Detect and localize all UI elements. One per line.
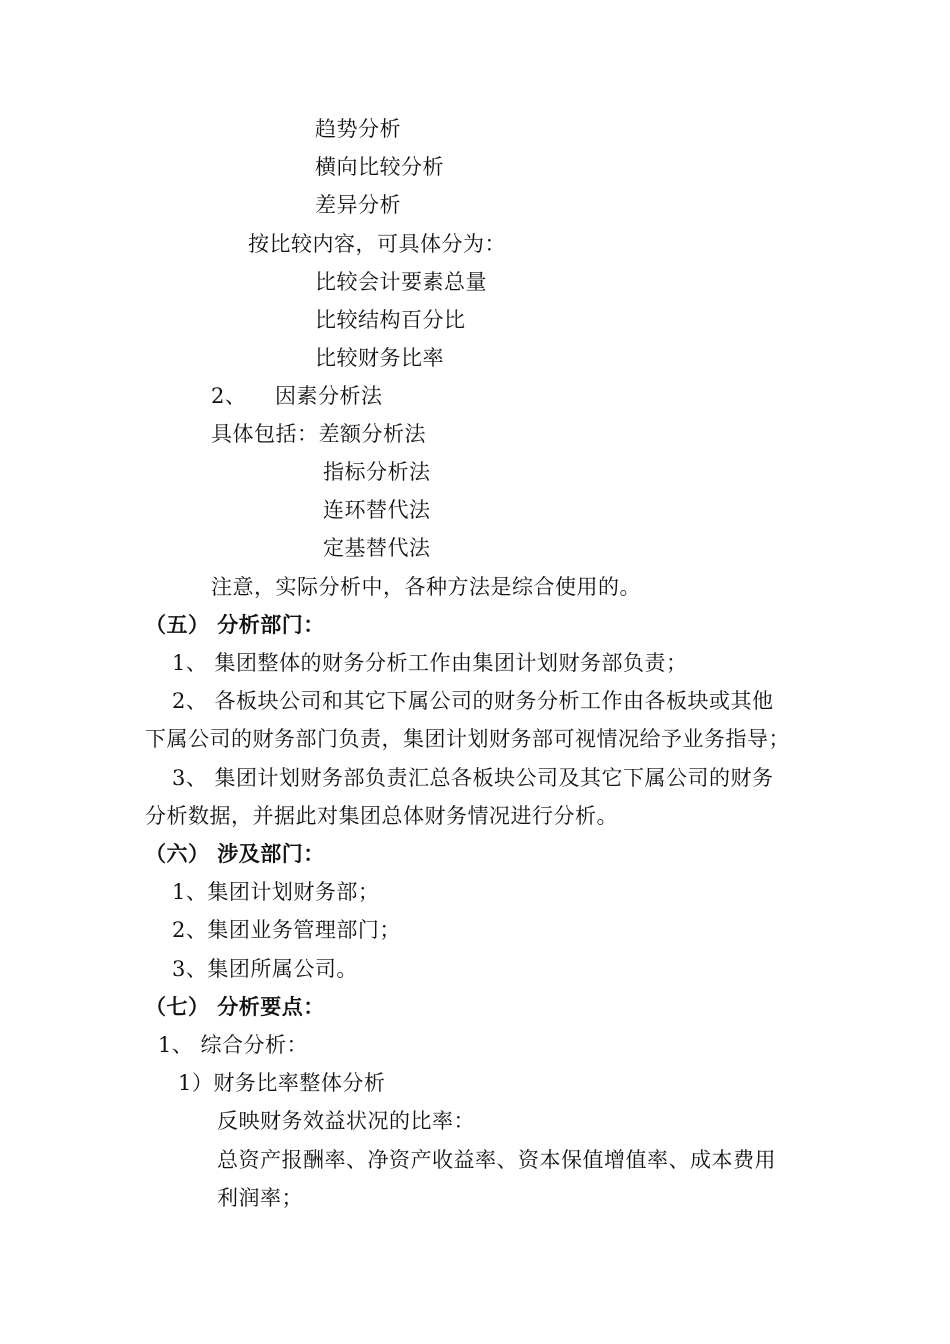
section-six-item-3: 3、集团所属公司。 — [172, 957, 358, 981]
methods-note: 注意，实际分析中，各种方法是综合使用的。 — [211, 575, 641, 599]
compare-financial-ratios: 比较财务比率 — [315, 346, 444, 370]
comparison-content-intro: 按比较内容，可具体分为： — [248, 232, 506, 256]
factor-indicator-method: 指标分析法 — [323, 460, 431, 484]
method-horizontal-comparison: 横向比较分析 — [315, 155, 444, 179]
section-five-item-3: 3、 集团计划财务部负责汇总各板块公司及其它下属公司的财务 — [172, 766, 774, 790]
section-five-item-1: 1、 集团整体的财务分析工作由集团计划财务部负责； — [172, 651, 688, 675]
section-five-item-3-cont: 分析数据，并据此对集团总体财务情况进行分析。 — [145, 804, 618, 828]
compare-structure-percentage: 比较结构百分比 — [315, 308, 466, 332]
comprehensive-analysis-heading: 1、 综合分析： — [158, 1033, 309, 1057]
method-trend-analysis: 趋势分析 — [315, 117, 401, 141]
factor-fixed-base-substitution: 定基替代法 — [323, 536, 431, 560]
method-variance-analysis: 差异分析 — [315, 193, 401, 217]
financial-ratio-overall-analysis: 1）财务比率整体分析 — [178, 1071, 386, 1095]
section-five-item-2-cont: 下属公司的财务部门负责，集团计划财务部可视情况给予业务指导； — [145, 727, 790, 751]
efficiency-ratios-intro: 反映财务效益状况的比率： — [217, 1109, 475, 1133]
section-five-item-2: 2、 各板块公司和其它下属公司的财务分析工作由各板块或其他 — [172, 689, 774, 713]
efficiency-ratios-list: 总资产报酬率、净资产收益率、资本保值增值率、成本费用 — [217, 1148, 776, 1172]
section-seven-heading: （七） 分析要点： — [145, 994, 325, 1019]
efficiency-ratios-list-cont: 利润率； — [217, 1186, 303, 1210]
section-six-item-2: 2、集团业务管理部门； — [172, 918, 401, 942]
section-six-item-1: 1、集团计划财务部； — [172, 880, 380, 904]
section-five-heading: （五） 分析部门： — [145, 612, 325, 637]
factor-includes-difference: 具体包括：差额分析法 — [211, 422, 426, 446]
factor-analysis-heading: 2、 因素分析法 — [211, 384, 383, 408]
compare-accounting-elements: 比较会计要素总量 — [315, 270, 487, 294]
factor-chain-substitution: 连环替代法 — [323, 498, 431, 522]
section-six-heading: （六） 涉及部门： — [145, 841, 325, 866]
